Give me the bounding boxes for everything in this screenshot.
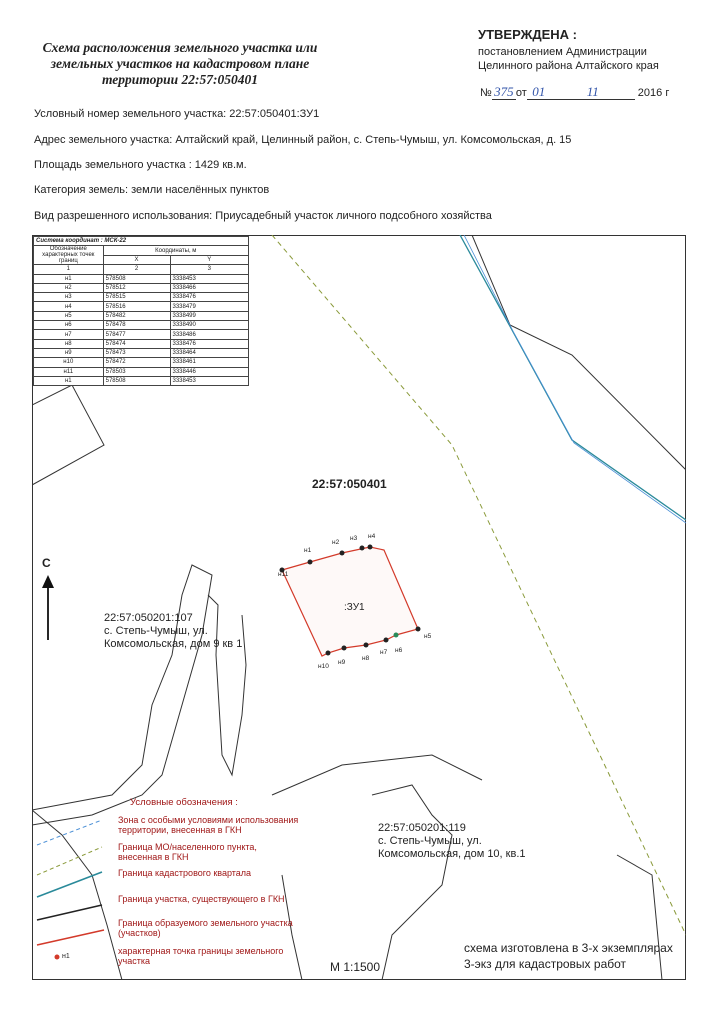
decree-number: 375 <box>492 85 516 100</box>
x-cell: 578516 <box>103 302 170 311</box>
x-cell: 578508 <box>103 274 170 283</box>
point-name-cell: н3 <box>34 293 104 302</box>
attr-address: Адрес земельного участка: Алтайский край, Целинный район, с. Степь-Чумыш, ул. Комсомольская, д. 15 <box>34 134 572 146</box>
attr-land-category: Категория земель: земли населённых пунктов <box>34 184 270 196</box>
table-row <box>34 311 249 320</box>
parcel-label: :ЗУ1 <box>344 602 365 613</box>
point-name-cell: н1 <box>34 376 104 385</box>
neighbor-107-label <box>104 612 242 651</box>
attr-permitted-use: Вид разрешенного использования: Приусадебный участок личного подсобного хозяйства <box>34 210 492 222</box>
point-n10 <box>326 651 331 656</box>
x-cell: 578473 <box>103 348 170 357</box>
scale-label: М 1:1500 <box>330 960 381 974</box>
header-point-name: Обозначение характерных точек границ <box>34 246 104 265</box>
approved-line-2: Целинного района Алтайского края <box>478 60 659 72</box>
x-cell: 578478 <box>103 321 170 330</box>
point-n3 <box>360 546 365 551</box>
neighbor-119-addr1: с. Степь-Чумыш, ул. <box>378 835 482 847</box>
point-name-cell: н2 <box>34 283 104 292</box>
header-y: Y <box>170 255 249 265</box>
x-cell: 578508 <box>103 376 170 385</box>
legend-item-point: характерная точка границы земельного участка <box>118 946 284 966</box>
x-cell: 578482 <box>103 311 170 320</box>
coordinates-table <box>33 236 249 386</box>
legend-item-existing: Граница участка, существующего в ГКН <box>118 894 285 904</box>
neighbor-119-label <box>378 822 526 861</box>
point-name-cell: н11 <box>34 367 104 376</box>
legend-title: Условные обозначения : <box>130 797 238 808</box>
table-system-row <box>34 237 249 246</box>
table-row <box>34 302 249 311</box>
point-n9 <box>342 646 347 651</box>
decree-year: 2016 г <box>637 87 670 99</box>
decree-day: 01 <box>527 85 551 100</box>
y-cell: 3338476 <box>170 293 249 302</box>
y-cell: 3338476 <box>170 339 249 348</box>
point-label-n9: н9 <box>338 659 346 666</box>
x-cell: 578474 <box>103 339 170 348</box>
table-colnum-row <box>34 265 249 274</box>
y-cell: 3338466 <box>170 283 249 292</box>
point-label-n7: н7 <box>380 649 388 656</box>
y-cell: 3338446 <box>170 367 249 376</box>
neighbor-107-addr2: Комсомольская, дом 9 кв 1 <box>104 638 243 650</box>
table-row <box>34 321 249 330</box>
legend-item-mo: Граница МО/населенного пункта, внесенная в ГКН <box>118 842 257 862</box>
copies-line-2: 3-экз для кадастровых работ <box>464 957 627 971</box>
point-n1 <box>308 560 313 565</box>
point-label-n4: н4 <box>368 533 376 540</box>
table-row <box>34 283 249 292</box>
scheme-title <box>20 40 340 88</box>
y-cell: 3338453 <box>170 376 249 385</box>
point-n6 <box>394 633 399 638</box>
title-line-2: земельных участков на кадастровом плане <box>50 56 310 71</box>
header-x: X <box>103 255 170 265</box>
point-name-cell: н5 <box>34 311 104 320</box>
col-number: 2 <box>103 265 170 274</box>
approved-line-1: постановлением Администрации <box>478 46 647 58</box>
table-row <box>34 293 249 302</box>
y-cell: 3338479 <box>170 302 249 311</box>
legend-item-zone: Зона с особыми условиями использования территории, внесенная в ГКН <box>118 815 299 835</box>
legend-item-new: Граница образуемого земельного участка (участков) <box>118 918 293 938</box>
decree-month: 11 <box>551 85 635 100</box>
coord-rows <box>34 274 249 386</box>
table-row <box>34 367 249 376</box>
table-row <box>34 339 249 348</box>
point-name-cell: н9 <box>34 348 104 357</box>
table-row <box>34 274 249 283</box>
point-name-cell: н8 <box>34 339 104 348</box>
col-number: 3 <box>170 265 249 274</box>
x-cell: 578477 <box>103 330 170 339</box>
neighbor-107-cad: 22:57:050201:107 <box>104 612 193 624</box>
y-cell: 3338486 <box>170 330 249 339</box>
point-label-n2: н2 <box>332 539 340 546</box>
quarter-label: 22:57:050401 <box>312 477 387 491</box>
title-line-1: Схема расположения земельного участка или <box>42 40 318 55</box>
table-header-row <box>34 246 249 256</box>
decree-prefix: № <box>480 87 492 99</box>
point-name-cell: н4 <box>34 302 104 311</box>
point-n5 <box>416 627 421 632</box>
legend-point-sample: н1 <box>62 953 70 960</box>
x-cell: 578515 <box>103 293 170 302</box>
point-n8 <box>364 643 369 648</box>
y-cell: 3338464 <box>170 348 249 357</box>
point-label-n6: н6 <box>395 647 403 654</box>
y-cell: 3338490 <box>170 321 249 330</box>
coord-system: Система координат : МСК-22 <box>34 237 249 246</box>
point-label-n1: н1 <box>304 547 312 554</box>
legend-item-quarter: Граница кадастрового квартала <box>118 868 252 878</box>
table-row <box>34 376 249 385</box>
x-cell: 578512 <box>103 283 170 292</box>
neighbor-107-addr1: с. Степь-Чумыш, ул. <box>104 625 208 637</box>
table-row <box>34 330 249 339</box>
point-name-cell: н10 <box>34 358 104 367</box>
x-cell: 578472 <box>103 358 170 367</box>
decree-line <box>478 85 708 100</box>
table-row <box>34 358 249 367</box>
attr-area: Площадь земельного участка : 1429 кв.м. <box>34 159 247 171</box>
table-row <box>34 348 249 357</box>
neighbor-119-addr2: Комсомольская, дом 10, кв.1 <box>378 848 526 860</box>
neighbor-119-cad: 22:57:050201:119 <box>378 822 466 834</box>
point-n7 <box>384 638 389 643</box>
point-label-n11: н11 <box>278 571 289 578</box>
approved-heading: УТВЕРЖДЕНА : <box>478 27 577 42</box>
point-name-cell: н7 <box>34 330 104 339</box>
col-number: 1 <box>34 265 104 274</box>
point-name-cell: н1 <box>34 274 104 283</box>
point-name-cell: н6 <box>34 321 104 330</box>
x-cell: 578503 <box>103 367 170 376</box>
north-label: С <box>42 556 51 570</box>
point-n2 <box>340 551 345 556</box>
point-n4 <box>368 545 373 550</box>
y-cell: 3338499 <box>170 311 249 320</box>
title-line-3: территории 22:57:050401 <box>101 72 259 87</box>
decree-from: от <box>515 87 527 99</box>
point-label-n10: н10 <box>318 663 329 670</box>
header-coords: Координаты, м <box>103 246 248 256</box>
y-cell: 3338453 <box>170 274 249 283</box>
point-label-n3: н3 <box>350 535 358 542</box>
point-label-n8: н8 <box>362 655 370 662</box>
approval-block <box>478 28 708 100</box>
copies-line-1: схема изготовлена в 3-х экземплярах <box>464 941 673 955</box>
y-cell: 3338461 <box>170 358 249 367</box>
attr-conditional-number: Условный номер земельного участка: 22:57:050401:ЗУ1 <box>34 108 320 120</box>
point-label-n5: н5 <box>424 633 432 640</box>
